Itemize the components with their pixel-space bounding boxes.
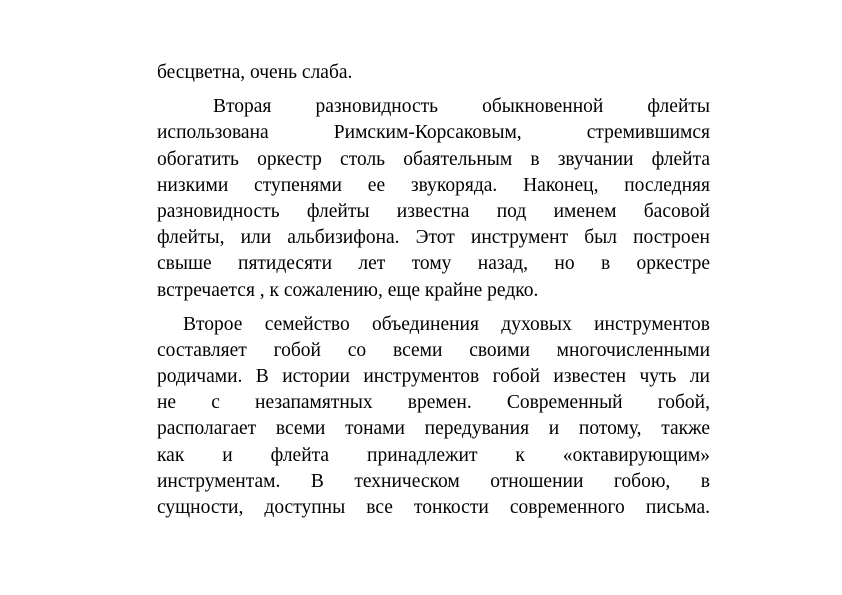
paragraph-2-line-4: не с незапамятных времен. Современный гобой,: [157, 392, 710, 414]
paragraph-1-line-5: разновидность флейты известна под именем басовой: [157, 200, 710, 222]
fragment-line: бесцветна, очень слаба.: [157, 62, 353, 83]
text-block: [157, 60, 710, 521]
paragraph-1-line-6: флейты, или альбизифона. Этот инструмент был построен: [157, 227, 710, 249]
paragraph-1-line-4: низкими ступенями ее звукоряда. Наконец, последняя: [157, 174, 710, 196]
paragraph-2-line-3: родичами. В истории инструментов гобой известен чуть ли: [157, 366, 710, 388]
paragraph-gap: [157, 86, 710, 94]
paragraph-1-line-8: встречается , к сожалению, еще крайне редко.: [157, 279, 539, 301]
paragraph-1-line-3: обогатить оркестр столь обаятельным в звучании флейта: [157, 148, 710, 170]
paragraph-1-line-2: использована Римским-Корсаковым, стремившимся: [157, 122, 710, 144]
paragraph-gap: [157, 304, 710, 312]
paragraph-2-line-2: составляет гобой со всеми своими многочисленными: [157, 339, 710, 361]
paragraph-1-line-7: свыше пятидесяти лет тому назад, но в оркестре: [157, 253, 710, 275]
paragraph-1: [157, 94, 710, 304]
paragraph-2-line-7: инструментам. В техническом отношении гобою, в: [157, 470, 710, 492]
paragraph-2-line-6: как и флейта принадлежит к «октавирующим»: [157, 444, 710, 466]
paragraph-1-line-1: Вторая разновидность обыкновенной флейты: [213, 96, 710, 118]
paragraph-2: [157, 312, 710, 522]
paragraph-2-line-1: Второе семейство объединения духовых инструментов: [183, 313, 710, 335]
paragraph-2-line-8: сущности, доступны все тонкости современного письма.: [157, 497, 710, 518]
paragraph-2-line-5: располагает всеми тонами передувания и потому, также: [157, 418, 710, 440]
